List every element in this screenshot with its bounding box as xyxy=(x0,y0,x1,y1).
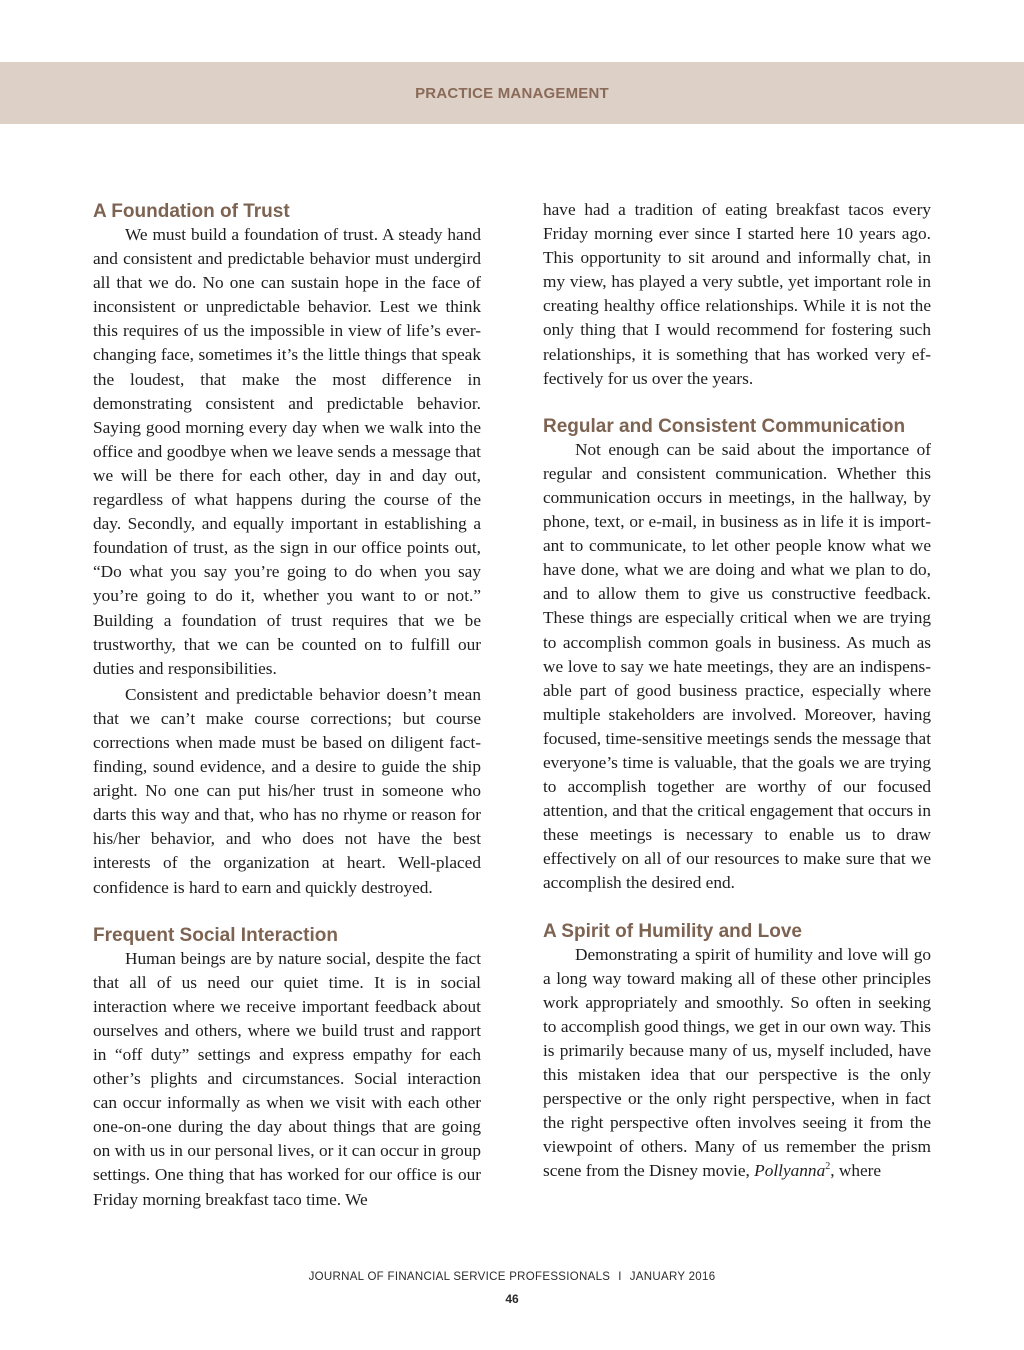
paragraph: have had a tradition of eating breakfast tacos every Friday morning ever since I started here 10 years ago. This opportunity to sit around and informally chat, in my view, has played a very subtle, yet important role in creating healthy office relationships. While it is not the only thing that I would recommend for fostering such relationships, it is something that has worked very effectively for us over the years. xyxy=(543,200,931,388)
footer-journal-line xyxy=(0,1271,1024,1283)
movie-title: Pollyanna xyxy=(754,1161,826,1181)
heading-frequent-social-interaction: Frequent Social Interaction xyxy=(93,924,338,946)
paragraph: We must build a foundation of trust. A steady hand and consistent and predictable behavior must undergird all that we do. No one can sustain hope in the face of inconsistent or unpredictable behavior. Lest we think this requires of us the impossible in view of life’s ever-changing face, sometimes it’s the little things that speak the loudest, that make the most difference in demonstrating consistent and predictable behavior. Saying good morning every day when we walk into the office and goodbye when we leave sends a message that we will be there for each other, day in and day out, regardless of what happens during the course of the day. Secondly, and equally important in establishing a foundation of trust, as the sign in our office points out, “Do what you say you’re going to do when you say you’re going to do it, whether you want to or not.” Building a foundation of trust requires that we be trustworthy, that we can be counted on to fulfill our duties and responsibilities. xyxy=(93,225,481,678)
left-column xyxy=(93,198,481,1212)
section-header-band xyxy=(0,62,1024,124)
issue-date: JANUARY 2016 xyxy=(629,1271,716,1283)
paragraph-tail: , where xyxy=(830,1161,882,1181)
journal-name: JOURNAL OF FINANCIAL SERVICE PROFESSIONALS xyxy=(308,1271,611,1283)
heading-regular-consistent-communication: Regular and Consistent Communication xyxy=(543,415,906,437)
section-label: PRACTICE MANAGEMENT xyxy=(415,84,609,102)
footer-separator: I xyxy=(618,1271,622,1283)
heading-foundation-of-trust: A Foundation of Trust xyxy=(93,201,290,222)
paragraph: Human beings are by nature social, despite the fact that all of us need our quiet time. It is in social interaction where we receive important feedback about ourselves and others, where we build trust and rapport in “off duty” settings and express empathy for each other’s plights and circumstances. Social interaction can occur informally as when we visit with each other one-on-one during the day about things that are going on with us in our personal lives, or it can occur in group settings. One thing that has worked for our office is our Friday morning breakfast taco time. We xyxy=(93,948,481,1209)
paragraph: Consistent and predictable behavior doesn’t mean that we can’t make course corrections; but course corrections when made must be based on diligent fact-finding, sound evidence, and a desire to guide the ship aright. No one can put his/her trust in someone who darts this way and that, who has no rhyme or reason for his/her behavior, and who does not have the best interests of the organization at heart. Well-placed confidence is hard to earn and quickly destroyed. xyxy=(93,684,481,897)
paragraph xyxy=(543,943,931,1184)
paragraph-text: Demonstrating a spirit of humility and love will go a long way toward making all of these other principles work appropriately and smoothly. So often in seeking to accomplish good things, we get in our own way. This is primarily because many of us, myself included, have this mistaken idea that our perspective is the only perspective or the only right perspective, when in fact the right perspective often involves seeing it from the viewpoint of others. Many of us remember the prism scene from the Disney movie, xyxy=(543,944,931,1181)
right-column xyxy=(543,198,931,1183)
page-number: 46 xyxy=(505,1292,519,1306)
footnote-marker: 2 xyxy=(825,1161,831,1173)
paragraph: Not enough can be said about the importance of regular and consistent communication. Whether this communication occurs in meetings, in the hallway, by phone, text, or e-mail, in business as in life it is important to communicate, to let other people know what we have done, what we are doing and what we plan to do, and to allow them to give us constructive feedback. These things are especially critical when we are trying to accomplish common goals in business. As much as we love to say we hate meetings, they are an indispensable part of good business practice, especially where multiple stakeholders are involved. Moreover, having focused, time-sensitive meetings sends the message that everyone’s time is valuable, that the goals we are trying to accomplish together are worthy of our focused attention, and that the critical engagement that occurs in these meetings is necessary to enable us to draw effectively on all of our resources to make sure that we accomplish the desired end. xyxy=(543,439,931,893)
heading-spirit-of-humility-and-love: A Spirit of Humility and Love xyxy=(543,920,802,942)
